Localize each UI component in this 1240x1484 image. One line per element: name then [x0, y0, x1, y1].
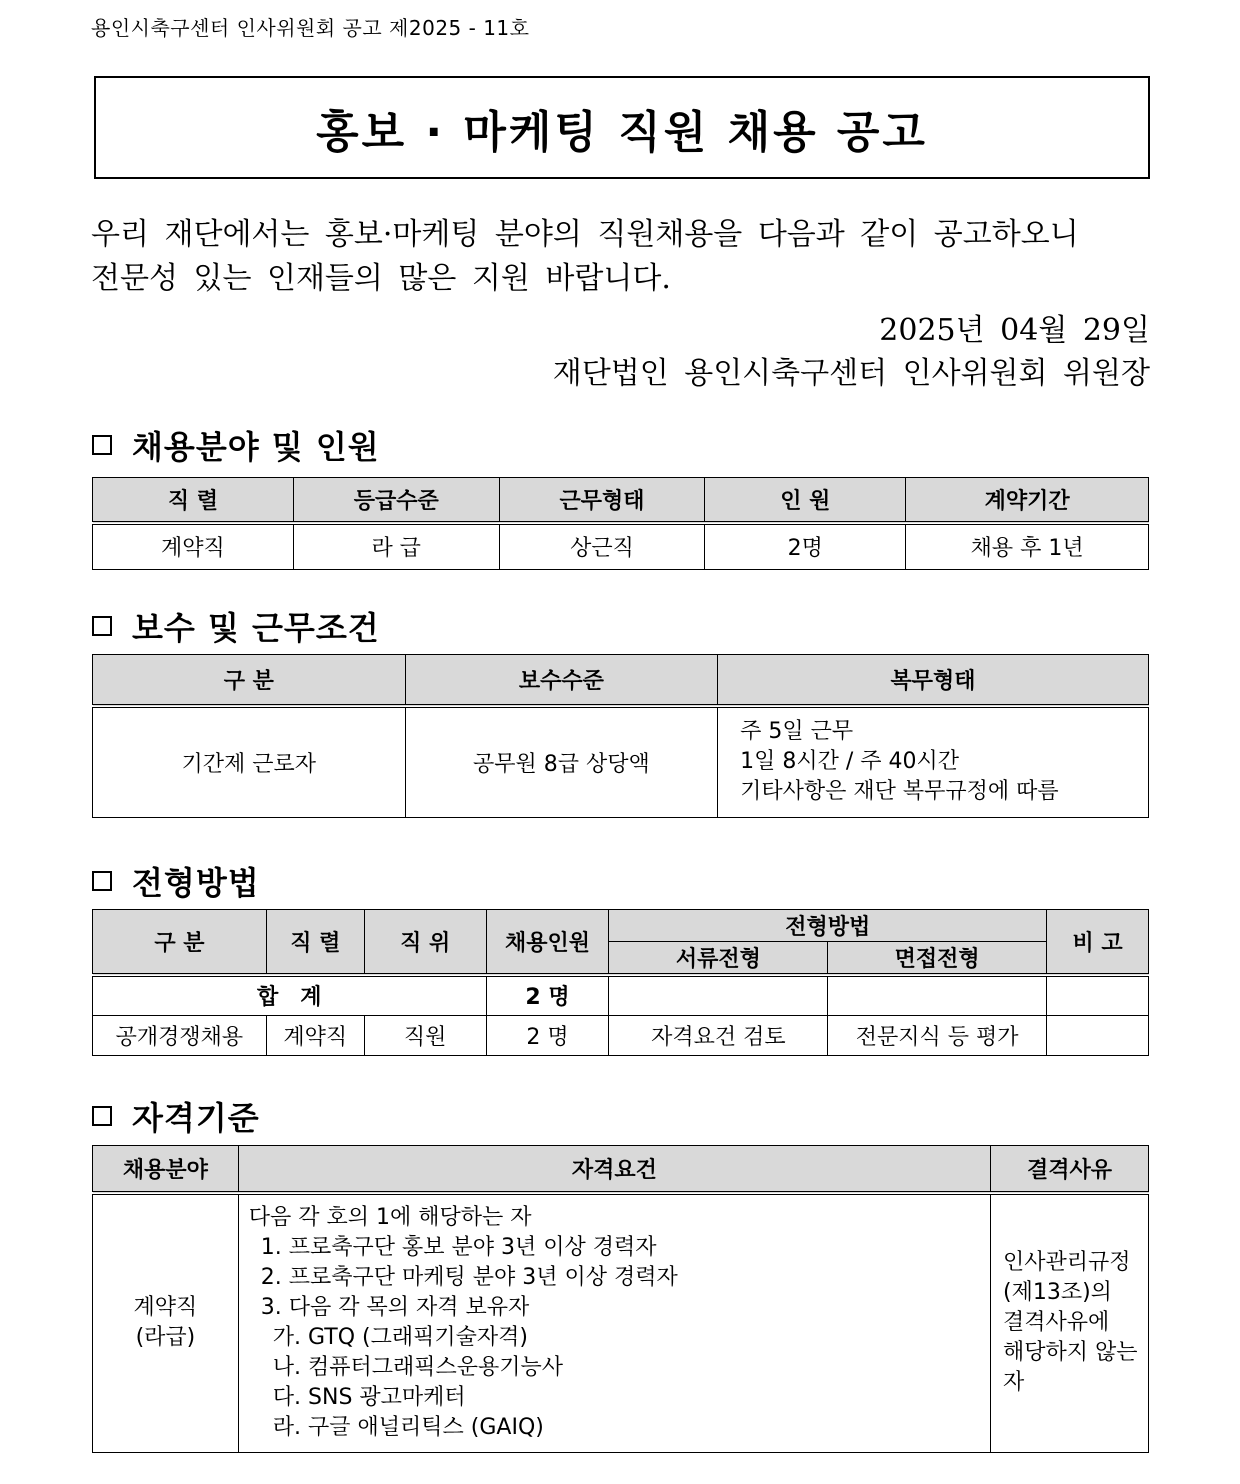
section-title: 채용분야 및 인원 [132, 428, 380, 466]
page-title: 홍보 · 마케팅 직원 채용 공고 [316, 106, 928, 158]
intro-line: 우리 재단에서는 홍보·마케팅 분야의 직원채용을 다음과 같이 공고하오니 [91, 217, 1079, 252]
field-cell [93, 1193, 239, 1453]
table-header: 구 분 [93, 910, 267, 976]
table-cell: 계약직 [93, 523, 294, 570]
section-title: 자격기준 [132, 1099, 260, 1137]
duty-cell [718, 706, 1149, 818]
table-header: 계약기간 [906, 478, 1149, 523]
table-header: 서류전형 [609, 942, 828, 976]
table-row [93, 706, 1149, 818]
table-cell: 공무원 8급 상당액 [405, 706, 718, 818]
table-cell [609, 975, 828, 1015]
table-cell: 직원 [364, 1015, 486, 1055]
requirement-line: 3. 다음 각 목의 자격 보유자 [260, 1295, 530, 1321]
disqualification-line: 자 [1003, 1370, 1025, 1396]
table-header: 결격사유 [991, 1146, 1149, 1193]
disqualification-line: 인사관리규정 [1003, 1250, 1131, 1276]
table-cell: 2명 [705, 523, 906, 570]
intro-line: 전문성 있는 인재들의 많은 지원 바랍니다. [91, 261, 671, 296]
total-row [93, 975, 1149, 1015]
table-header: 자격요건 [238, 1146, 990, 1193]
table-cell: 2 명 [486, 1015, 609, 1055]
table-header: 면접전형 [828, 942, 1047, 976]
checkbox-icon [92, 435, 112, 455]
selection-table [92, 909, 1149, 1056]
signer: 재단법인 용인시축구센터 인사위원회 위원장 [552, 356, 1150, 391]
duty-line: 기타사항은 재단 복무규정에 따름 [740, 779, 1059, 805]
duty-line: 1일 8시간 / 주 40시간 [740, 749, 960, 775]
section-title: 전형방법 [132, 864, 260, 902]
requirement-line: 1. 프로축구단 홍보 분야 3년 이상 경력자 [260, 1235, 657, 1261]
table-cell [1047, 975, 1149, 1015]
section-heading-recruitment [92, 422, 380, 468]
notice-number: 용인시축구센터 인사위원회 공고 제2025 - 11호 [91, 16, 530, 40]
requirement-line: 다음 각 호의 1에 해당하는 자 [248, 1205, 532, 1231]
requirement-line: 다. SNS 광고마케터 [272, 1385, 466, 1411]
table-cell [1047, 1015, 1149, 1055]
table-cell: 라 급 [293, 523, 499, 570]
disqualification-line: 해당하지 않는 [1003, 1340, 1138, 1366]
requirement-line: 라. 구글 애널리틱스 (GAIQ) [272, 1415, 544, 1441]
requirement-line: 가. GTQ (그래픽기술자격) [272, 1325, 528, 1351]
recruitment-table [92, 477, 1149, 570]
disqualification-line: (제13조)의 [1003, 1280, 1112, 1306]
disqualification-line: 결격사유에 [1003, 1310, 1110, 1336]
table-row [93, 1193, 1149, 1453]
requirement-line: 나. 컴퓨터그래픽스운용기능사 [272, 1355, 564, 1381]
table-header: 인 원 [705, 478, 906, 523]
qualification-table [92, 1145, 1149, 1453]
table-header: 보수수준 [405, 655, 718, 706]
table-row [93, 1015, 1149, 1055]
requirement-line: 2. 프로축구단 마케팅 분야 3년 이상 경력자 [260, 1265, 678, 1291]
table-header: 근무형태 [499, 478, 705, 523]
section-heading-compensation [92, 603, 380, 649]
table-header: 직 위 [364, 910, 486, 976]
requirements-cell [238, 1193, 990, 1453]
checkbox-icon [92, 871, 112, 891]
table-row [93, 523, 1149, 570]
table-header: 채용분야 [93, 1146, 239, 1193]
compensation-table [92, 654, 1149, 818]
notice-date: 2025년 04월 29일 [879, 313, 1150, 348]
section-heading-selection [92, 858, 260, 904]
section-heading-qualification [92, 1093, 260, 1139]
table-cell: 기간제 근로자 [93, 706, 406, 818]
intro-text [91, 213, 1151, 301]
table-cell: 전문지식 등 평가 [828, 1015, 1047, 1055]
table-header: 직 렬 [93, 478, 294, 523]
table-header: 직 렬 [266, 910, 364, 976]
table-cell: 자격요건 검토 [609, 1015, 828, 1055]
total-label: 합 계 [93, 975, 487, 1015]
field-line: (라급) [135, 1325, 196, 1351]
table-header: 전형방법 [609, 910, 1047, 942]
table-header: 복무형태 [718, 655, 1149, 706]
table-header: 구 분 [93, 655, 406, 706]
table-header: 채용인원 [486, 910, 609, 976]
field-line: 계약직 [133, 1295, 198, 1321]
title-box [94, 76, 1150, 179]
table-cell: 채용 후 1년 [906, 523, 1149, 570]
table-header: 비 고 [1047, 910, 1149, 976]
total-count: 2 명 [486, 975, 609, 1015]
duty-line: 주 5일 근무 [740, 719, 854, 745]
table-cell: 계약직 [266, 1015, 364, 1055]
disqualification-cell [991, 1193, 1149, 1453]
checkbox-icon [92, 616, 112, 636]
table-cell: 상근직 [499, 523, 705, 570]
table-cell [828, 975, 1047, 1015]
section-title: 보수 및 근무조건 [132, 609, 380, 647]
table-cell: 공개경쟁채용 [93, 1015, 267, 1055]
checkbox-icon [92, 1106, 112, 1126]
table-header: 등급수준 [293, 478, 499, 523]
